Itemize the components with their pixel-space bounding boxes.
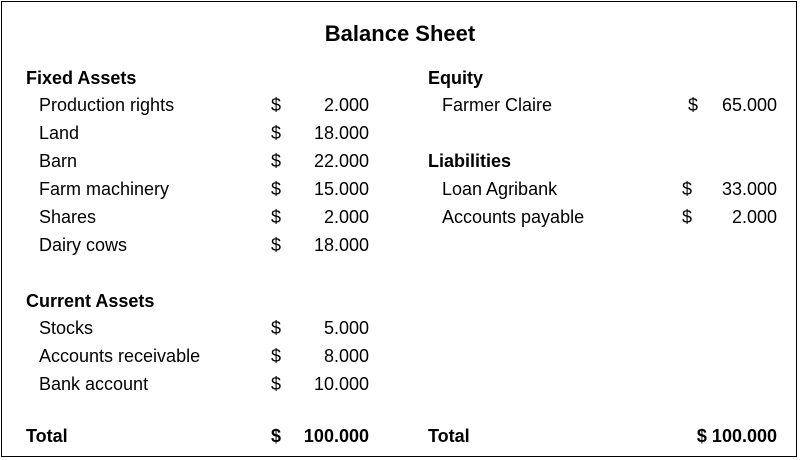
currency-symbol: $: [682, 207, 693, 227]
equity-row: [442, 94, 777, 116]
equity-label: Farmer Claire: [442, 95, 553, 115]
asset-row: [39, 373, 369, 395]
total-label: Total: [26, 426, 68, 446]
page-title: Balance Sheet: [324, 21, 476, 46]
fixed-assets-heading: Fixed Assets: [26, 68, 137, 88]
asset-amount: 10.000: [313, 374, 369, 394]
currency-symbol: $: [271, 207, 282, 227]
asset-amount: 22.000: [313, 151, 369, 171]
assets-total-row: [26, 425, 369, 447]
asset-amount: 18.000: [313, 235, 369, 255]
asset-label: Accounts receivable: [39, 346, 201, 366]
asset-row: [39, 317, 369, 339]
asset-label: Shares: [39, 207, 97, 227]
asset-label: Barn: [39, 151, 78, 171]
asset-amount: 2.000: [323, 207, 369, 227]
asset-row: [39, 234, 369, 256]
currency-symbol: $: [271, 123, 282, 143]
currency-symbol: $: [688, 95, 699, 115]
total-label: Total: [428, 426, 470, 446]
balance-sheet: [1, 1, 797, 457]
currency-symbol: $: [271, 151, 282, 171]
liability-row: [442, 178, 777, 200]
asset-amount: 18.000: [313, 123, 369, 143]
asset-row: [39, 94, 369, 116]
current-assets-heading: Current Assets: [26, 291, 155, 311]
asset-label: Land: [39, 123, 80, 143]
asset-label: Bank account: [39, 374, 149, 394]
asset-label: Production rights: [39, 95, 175, 115]
currency-symbol: $: [682, 179, 693, 199]
equity-amount: 65.000: [721, 95, 777, 115]
currency-symbol: $: [271, 346, 282, 366]
asset-row: [39, 345, 369, 367]
asset-amount: 8.000: [323, 346, 369, 366]
currency-symbol: $: [271, 95, 282, 115]
asset-amount: 15.000: [313, 179, 369, 199]
asset-amount: 2.000: [323, 95, 369, 115]
total-amount: $ 100.000: [696, 426, 777, 446]
asset-row: [39, 178, 369, 200]
currency-symbol: $: [271, 426, 282, 446]
total-amount: 100.000: [303, 426, 369, 446]
liability-amount: 2.000: [731, 207, 777, 227]
liabilities-heading: Liabilities: [428, 151, 512, 171]
equity-heading: Equity: [428, 68, 484, 88]
liability-amount: 33.000: [721, 179, 777, 199]
currency-symbol: $: [271, 179, 282, 199]
asset-row: [39, 122, 369, 144]
equity-liabilities-total-row: [428, 425, 777, 447]
asset-label: Dairy cows: [39, 235, 128, 255]
liability-label: Accounts payable: [442, 207, 585, 227]
asset-row: [39, 206, 369, 228]
currency-symbol: $: [271, 374, 282, 394]
asset-label: Farm machinery: [39, 179, 170, 199]
liability-row: [442, 206, 777, 228]
asset-label: Stocks: [39, 318, 94, 338]
liability-label: Loan Agribank: [442, 179, 558, 199]
asset-row: [39, 150, 369, 172]
asset-amount: 5.000: [323, 318, 369, 338]
currency-symbol: $: [271, 318, 282, 338]
currency-symbol: $: [271, 235, 282, 255]
